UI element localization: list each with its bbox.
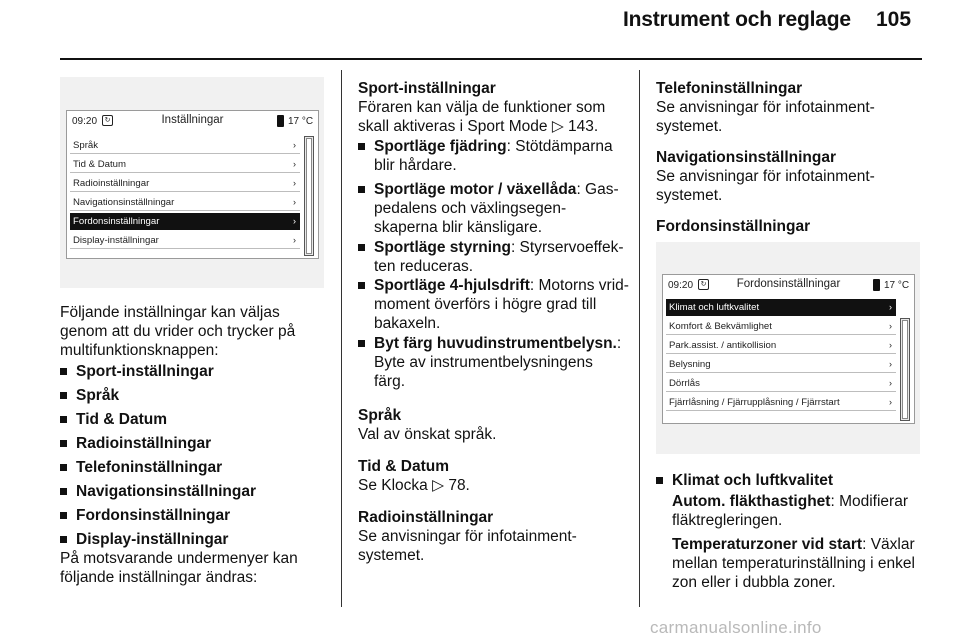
temp-zones-desc-line: zon eller i dubbla zoner. bbox=[672, 574, 836, 591]
screen-time: 09:20 bbox=[72, 116, 98, 127]
vehicle-settings-screen bbox=[662, 274, 915, 424]
sport-option-label: Sportläge fjädring bbox=[374, 138, 507, 155]
sport-option-desc-line: pedalens och växlingsegen- bbox=[374, 200, 567, 217]
screen-menu-item-label: Belysning bbox=[669, 359, 711, 370]
screen-menu-item[interactable] bbox=[666, 299, 896, 316]
chevron-right-icon: › bbox=[889, 340, 892, 350]
sport-option-first-line bbox=[374, 276, 630, 295]
bullet-marker bbox=[656, 477, 663, 484]
sport-option-desc-line: bakaxeln. bbox=[374, 315, 441, 332]
fan-speed-item bbox=[672, 492, 908, 530]
chevron-right-icon: › bbox=[293, 235, 296, 245]
settings-list-item-label: Telefoninställningar bbox=[76, 459, 223, 476]
screen-menu-item-label: Klimat och luftkvalitet bbox=[669, 302, 760, 313]
chevron-right-icon: › bbox=[293, 159, 296, 169]
screen-menu-item[interactable] bbox=[70, 232, 300, 249]
screen-menu-item[interactable] bbox=[70, 213, 300, 230]
screen-title: Inställningar bbox=[161, 114, 224, 126]
language-text: Val av önskat språk. bbox=[358, 426, 497, 443]
sport-option-desc: : Styrservoeffek- bbox=[510, 239, 624, 256]
intro-line: genom att du vrider och trycker på bbox=[60, 323, 296, 340]
bullet-marker bbox=[60, 392, 67, 399]
intro-line: Följande inställningar kan väljas bbox=[60, 304, 280, 321]
settings-list-item bbox=[60, 362, 330, 381]
language-heading: Språk bbox=[358, 407, 402, 424]
outro-line: På motsvarande undermenyer kan bbox=[60, 550, 298, 567]
settings-screen bbox=[66, 110, 319, 259]
column-divider-1 bbox=[341, 70, 342, 607]
screen-menu-item-label: Navigationsinställningar bbox=[73, 197, 175, 208]
radio-text-line: systemet. bbox=[358, 547, 425, 564]
settings-list-item-label: Språk bbox=[76, 387, 120, 404]
screen-status-bar bbox=[67, 111, 318, 131]
chevron-right-icon: › bbox=[293, 216, 296, 226]
time-date-heading: Tid & Datum bbox=[358, 458, 449, 475]
bullet-marker bbox=[358, 244, 365, 251]
screen-menu-item-label: Display-inställningar bbox=[73, 235, 159, 246]
screen-menu-item[interactable] bbox=[70, 137, 300, 154]
sport-option-desc: : bbox=[616, 335, 622, 352]
screen-menu-item-label: Tid & Datum bbox=[73, 159, 126, 170]
climate-bullet-label: Klimat och luftkvalitet bbox=[672, 472, 834, 489]
settings-list-item-label: Fordonsinställningar bbox=[76, 507, 231, 524]
temp-zones-item bbox=[672, 535, 915, 592]
chevron-right-icon: › bbox=[889, 359, 892, 369]
nav-text-line: systemet. bbox=[656, 187, 723, 204]
intro-paragraph bbox=[60, 303, 295, 360]
sport-option-text bbox=[374, 334, 630, 391]
phone-text bbox=[656, 98, 875, 136]
climate-bullet bbox=[656, 471, 926, 490]
chevron-right-icon: › bbox=[889, 378, 892, 388]
settings-list-item bbox=[60, 458, 330, 477]
settings-list-item bbox=[60, 410, 330, 429]
watermark: carmanualsonline.info bbox=[650, 618, 822, 637]
screen-time: 09:20 bbox=[668, 280, 694, 291]
sport-option-first-line bbox=[374, 137, 630, 156]
sport-option-item bbox=[358, 334, 630, 391]
sport-option-label: Byt färg huvudinstrumentbelysn. bbox=[374, 335, 617, 352]
sport-option-desc: : Stötdämparna bbox=[506, 138, 613, 155]
sport-option-text bbox=[374, 276, 630, 333]
column-divider-2 bbox=[639, 70, 640, 607]
sport-text-line: skall aktiveras i Sport Mode ▷ 143. bbox=[358, 118, 599, 135]
screen-menu-item-label: Park.assist. / antikollision bbox=[669, 340, 777, 351]
settings-list-item bbox=[60, 530, 330, 549]
sport-option-desc-line: skaperna blir känsligare. bbox=[374, 219, 543, 236]
chevron-right-icon: › bbox=[889, 397, 892, 407]
outro-paragraph bbox=[60, 549, 298, 587]
bullet-marker bbox=[358, 143, 365, 150]
sport-option-desc-line: färg. bbox=[374, 373, 406, 390]
screen-scrollbar bbox=[900, 318, 910, 421]
sport-heading: Sport-inställningar bbox=[358, 80, 496, 97]
settings-list-item-label: Tid & Datum bbox=[76, 411, 167, 428]
radio-heading: Radioinställningar bbox=[358, 509, 494, 526]
sport-text bbox=[358, 98, 605, 136]
screen-menu-item-label: Fordonsinställningar bbox=[73, 216, 160, 227]
screen-menu-item[interactable] bbox=[70, 175, 300, 192]
settings-list-item-label: Radioinställningar bbox=[76, 435, 212, 452]
settings-list-item bbox=[60, 482, 330, 501]
phone-text-line: systemet. bbox=[656, 118, 723, 135]
clock-icon: ↻ bbox=[102, 115, 113, 126]
screen-menu-item-label: Radioinställningar bbox=[73, 178, 150, 189]
time-date-text: Se Klocka ▷ 78. bbox=[358, 477, 470, 494]
temp-zones-desc: : Växlar bbox=[862, 536, 915, 553]
screen-temperature: 17 °C bbox=[884, 280, 910, 291]
screen-title: Fordonsinställningar bbox=[736, 278, 841, 290]
vehicle-heading: Fordonsinställningar bbox=[656, 218, 811, 235]
screen-menu-item[interactable] bbox=[666, 356, 896, 373]
phone-icon bbox=[873, 279, 880, 291]
screen-temperature: 17 °C bbox=[288, 116, 314, 127]
nav-text bbox=[656, 167, 875, 205]
radio-text bbox=[358, 527, 577, 565]
settings-screen-figure bbox=[60, 77, 324, 288]
temp-zones-label: Temperaturzoner vid start bbox=[672, 536, 863, 553]
nav-text-line: Se anvisningar för infotainment- bbox=[656, 168, 875, 185]
sport-option-desc-line: Byte av instrumentbelysningens bbox=[374, 354, 593, 371]
nav-heading: Navigationsinställningar bbox=[656, 149, 837, 166]
bullet-marker bbox=[60, 536, 67, 543]
bullet-marker bbox=[60, 512, 67, 519]
screen-menu-item[interactable] bbox=[666, 394, 896, 411]
sport-option-first-line bbox=[374, 238, 630, 257]
bullet-marker bbox=[358, 340, 365, 347]
sport-option-desc-line: blir hårdare. bbox=[374, 157, 457, 174]
radio-text-line: Se anvisningar för infotainment- bbox=[358, 528, 577, 545]
settings-list-item bbox=[60, 506, 330, 525]
sport-option-desc-line: moment överförs i högre grad till bbox=[374, 296, 597, 313]
screen-menu-item-label: Fjärrlåsning / Fjärrupplåsning / Fjärrstart bbox=[669, 397, 840, 408]
chevron-right-icon: › bbox=[293, 197, 296, 207]
sport-option-label: Sportläge 4-hjulsdrift bbox=[374, 277, 530, 294]
screen-menu-item[interactable] bbox=[70, 194, 300, 211]
sport-option-item bbox=[358, 238, 630, 276]
chevron-right-icon: › bbox=[889, 321, 892, 331]
bullet-marker bbox=[60, 464, 67, 471]
sport-option-label: Sportläge styrning bbox=[374, 239, 511, 256]
screen-menu-item-label: Komfort & Bekvämlighet bbox=[669, 321, 772, 332]
bullet-marker bbox=[60, 416, 67, 423]
phone-heading: Telefoninställningar bbox=[656, 80, 803, 97]
screen-status-bar bbox=[663, 275, 914, 295]
sport-option-label: Sportläge motor / växellåda bbox=[374, 181, 577, 198]
page-number: 105 bbox=[876, 8, 912, 31]
sport-option-desc: : Motorns vrid- bbox=[529, 277, 629, 294]
settings-list-item-label: Display-inställningar bbox=[76, 531, 229, 548]
sport-option-item bbox=[358, 276, 630, 333]
sport-option-desc: : Gas- bbox=[576, 181, 619, 198]
screen-menu-item[interactable] bbox=[666, 318, 896, 335]
sport-option-desc-line: ten reduceras. bbox=[374, 258, 474, 275]
settings-list-item-label: Navigationsinställningar bbox=[76, 483, 257, 500]
phone-text-line: Se anvisningar för infotainment- bbox=[656, 99, 875, 116]
temp-zones-desc-line: mellan temperaturinställning i enkel bbox=[672, 555, 915, 572]
sport-option-text bbox=[374, 180, 630, 237]
screen-menu-item[interactable] bbox=[666, 337, 896, 354]
bullet-marker bbox=[358, 282, 365, 289]
phone-icon bbox=[277, 115, 284, 127]
sport-option-item bbox=[358, 180, 630, 237]
sport-option-first-line bbox=[374, 180, 630, 199]
screen-menu-item-label: Dörrlås bbox=[669, 378, 700, 389]
sport-option-text bbox=[374, 137, 630, 175]
sport-option-first-line bbox=[374, 334, 630, 353]
header-divider bbox=[60, 58, 922, 60]
vehicle-settings-figure bbox=[656, 242, 920, 454]
intro-line: multifunktionsknappen: bbox=[60, 342, 219, 359]
sport-option-item bbox=[358, 137, 630, 175]
screen-menu-item[interactable] bbox=[666, 375, 896, 392]
fan-speed-desc-line: fläktregleringen. bbox=[672, 512, 783, 529]
screen-scrollbar bbox=[304, 136, 314, 256]
chevron-right-icon: › bbox=[889, 302, 892, 312]
bullet-marker bbox=[60, 488, 67, 495]
clock-icon: ↻ bbox=[698, 279, 709, 290]
sport-text-line: Föraren kan välja de funktioner som bbox=[358, 99, 606, 116]
settings-list-item bbox=[60, 434, 330, 453]
fan-speed-label: Autom. fläkthastighet bbox=[672, 493, 831, 510]
settings-list-item-label: Sport-inställningar bbox=[76, 363, 214, 380]
chevron-right-icon: › bbox=[293, 178, 296, 188]
bullet-marker bbox=[358, 186, 365, 193]
screen-menu-item-label: Språk bbox=[73, 140, 99, 151]
outro-line: följande inställningar ändras: bbox=[60, 569, 258, 586]
chevron-right-icon: › bbox=[293, 140, 296, 150]
running-header-title: Instrument och reglage bbox=[623, 8, 851, 31]
sport-option-text bbox=[374, 238, 630, 276]
bullet-marker bbox=[60, 368, 67, 375]
screen-menu-item[interactable] bbox=[70, 156, 300, 173]
fan-speed-desc: : Modifierar bbox=[830, 493, 908, 510]
bullet-marker bbox=[60, 440, 67, 447]
settings-list-item bbox=[60, 386, 330, 405]
